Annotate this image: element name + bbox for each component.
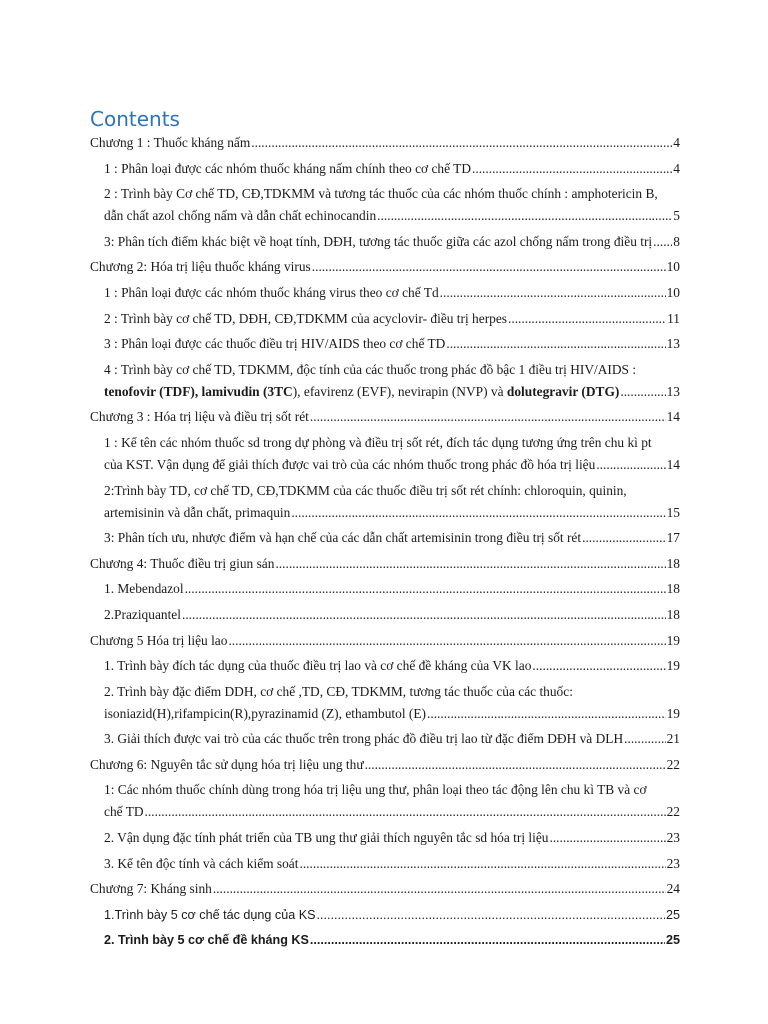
toc-entry-text: Chương 2: Hóa trị liệu thuốc kháng virus: [90, 259, 311, 275]
toc-entry-text: 2:Trình bày TD, cơ chế TD, CĐ,TDKMM của các thuốc điều trị sốt rét chính: chloroquin, quinin,: [104, 482, 627, 498]
dot-leader: [377, 205, 672, 227]
toc-entry-text: dẫn chất azol chống nấm và dẫn chất echinocandin: [104, 208, 377, 224]
dot-leader: [582, 527, 666, 549]
toc-entry-text: 1 : Kể tên các nhóm thuốc sd trong dự phòng và điều trị sốt rét, đích tác dụng tương ứng trên chu kì pt: [104, 434, 652, 450]
table-of-contents: [90, 132, 680, 955]
toc-entry-text: chế TD: [104, 804, 144, 820]
toc-chapter-entry[interactable]: [90, 256, 680, 278]
toc-entry-text: Chương 5 Hóa trị liệu lao: [90, 632, 228, 648]
toc-page-number: 15: [666, 504, 680, 520]
toc-entry-text: 3. Kể tên độc tính và cách kiểm soát: [104, 855, 299, 871]
toc-section-entry[interactable]: [90, 728, 680, 750]
toc-section-entry[interactable]: [90, 779, 680, 823]
toc-section-entry[interactable]: [90, 655, 680, 677]
dot-leader: [228, 630, 665, 652]
toc-page-number: 18: [666, 606, 680, 622]
dot-leader: [549, 827, 665, 849]
toc-entry-text: 3: Phân tích ưu, nhược điểm và hạn chế của các dẫn chất artemisinin trong điều trị sốt rét: [104, 530, 582, 546]
toc-entry-text: 1 : Phân loại được các nhóm thuốc kháng virus theo cơ chế Td: [104, 284, 439, 300]
toc-page-number: 11: [667, 310, 680, 326]
toc-page-number: 23: [666, 830, 680, 846]
toc-entry-text: Chương 6: Nguyên tắc sử dụng hóa trị liệu ung thư: [90, 756, 364, 772]
toc-page-number: 19: [666, 705, 680, 721]
dot-leader: [596, 454, 665, 476]
dot-leader: [317, 904, 665, 926]
toc-entry-text: 1. Mebendazol: [104, 581, 184, 597]
toc-page-number: 24: [666, 881, 680, 897]
toc-section-entry[interactable]: [90, 853, 680, 875]
toc-entry-text: Chương 7: Kháng sinh: [90, 881, 212, 897]
toc-entry-text-segment: dolutegravir (DTG): [506, 383, 620, 399]
dot-leader: [299, 853, 665, 875]
toc-chapter-entry[interactable]: [90, 553, 680, 575]
toc-section-entry[interactable]: [90, 480, 680, 524]
dot-leader: [310, 406, 666, 428]
toc-section-entry[interactable]: [90, 308, 680, 330]
dot-leader: [446, 333, 665, 355]
toc-entry-text: 3: Phân tích điểm khác biệt về hoạt tính, DĐH, tương tác thuốc giữa các azol chống nấm trong điều trị: [104, 233, 653, 249]
toc-entry-text: [104, 381, 619, 403]
toc-chapter-entry[interactable]: [90, 630, 680, 652]
toc-entry-text-segment: ), efavirenz (EVF), nevirapin (NVP) và: [292, 383, 507, 399]
toc-section-entry[interactable]: [90, 359, 680, 403]
toc-page-number: 17: [666, 530, 680, 546]
dot-leader: [251, 132, 672, 154]
dot-leader: [440, 282, 666, 304]
toc-page-number: 14: [666, 456, 680, 472]
toc-section-entry[interactable]: [90, 604, 680, 626]
toc-section-entry[interactable]: [90, 282, 680, 304]
dot-leader: [427, 703, 666, 725]
toc-entry-text: Chương 4: Thuốc điều trị giun sán: [90, 555, 275, 571]
toc-entry-text: 2 : Trình bày Cơ chế TD, CĐ,TDKMM và tương tác thuốc của các nhóm thuốc chính : amphotericin B,: [104, 186, 658, 202]
toc-entry-text: 2 : Trình bày cơ chế TD, DĐH, CĐ,TDKMM của acyclovir- điều trị herpes: [104, 310, 507, 326]
toc-section-entry[interactable]: [90, 827, 680, 849]
dot-leader: [213, 878, 666, 900]
toc-page-number: 25: [665, 907, 680, 922]
toc-page-number: 21: [666, 731, 680, 747]
dot-leader: [532, 655, 665, 677]
toc-page-number: 4: [673, 135, 680, 150]
toc-page-number: 10: [666, 259, 680, 275]
toc-page-number: 5: [673, 208, 680, 224]
toc-section-entry[interactable]: [90, 158, 680, 180]
dot-leader: [365, 754, 666, 776]
toc-entry-text: 1.Trình bày 5 cơ chế tác dụng của KS: [104, 907, 316, 922]
dot-leader: [472, 158, 672, 180]
toc-page-number: 4: [673, 160, 680, 176]
toc-page-number: 19: [666, 632, 680, 648]
toc-entry-text: 2. Trình bày 5 cơ chế đề kháng KS: [104, 933, 309, 948]
toc-entry-text: Chương 1 : Thuốc kháng nấm: [90, 135, 251, 150]
toc-entry-text-segment: tenofovir (TDF), lamivudin (3TC: [104, 383, 293, 399]
toc-heading: Contents: [90, 107, 180, 131]
toc-section-entry[interactable]: [90, 681, 680, 725]
dot-leader: [185, 578, 666, 600]
toc-entry-text: 1: Các nhóm thuốc chính dùng trong hóa trị liệu ung thư, phân loại theo tác động lên chu kì TB và cơ: [104, 782, 647, 798]
toc-page-number: 25: [665, 933, 680, 948]
dot-leader: [291, 502, 665, 524]
toc-entry-text: 2. Vận dụng đặc tính phát triển của TB ung thư giải thích nguyên tắc sd hóa trị liệu: [104, 830, 549, 846]
dot-leader: [312, 256, 666, 278]
dot-leader: [182, 604, 666, 626]
dot-leader: [624, 728, 665, 750]
toc-section-entry[interactable]: [90, 333, 680, 355]
toc-page-number: 13: [666, 336, 680, 352]
toc-page-number: 18: [666, 555, 680, 571]
toc-page-number: 18: [666, 581, 680, 597]
toc-entry-text: isoniazid(H),rifampicin(R),pyrazinamid (Z), ethambutol (E): [104, 705, 427, 721]
toc-chapter-entry[interactable]: [90, 878, 680, 900]
toc-entry-text: 1. Trình bày đích tác dụng của thuốc điều trị lao và cơ chế đề kháng của VK lao: [104, 658, 532, 674]
toc-section-entry[interactable]: [90, 432, 680, 476]
toc-entry-text: của KST. Vận dụng để giải thích được vai trò của các nhóm thuốc trong phác đồ hóa trị liệu: [104, 456, 596, 472]
toc-entry-text: Chương 3 : Hóa trị liệu và điều trị sốt rét: [90, 409, 309, 425]
toc-section-entry[interactable]: [90, 527, 680, 549]
toc-page-number: 22: [666, 756, 680, 772]
toc-page-number: 8: [673, 233, 680, 249]
toc-entry-text: 1 : Phân loại được các nhóm thuốc kháng nấm chính theo cơ chế TD: [104, 160, 471, 176]
toc-page-number: 22: [666, 804, 680, 820]
toc-section-entry[interactable]: [90, 183, 680, 227]
toc-page-number: 10: [666, 284, 680, 300]
dot-leader: [145, 801, 666, 823]
dot-leader: [620, 381, 665, 403]
toc-page-number: 14: [666, 409, 680, 425]
toc-section-entry[interactable]: [90, 578, 680, 600]
toc-entry-text: 4 : Trình bày cơ chế TD, TDKMM, độc tính của các thuốc trong phác đồ bậc 1 điều trị HIV/AIDS :: [104, 361, 637, 377]
toc-entry-text: 2.Praziquantel: [104, 606, 181, 622]
toc-page-number: 19: [666, 658, 680, 674]
toc-section-entry[interactable]: [90, 231, 680, 253]
toc-entry-text: 3. Giải thích được vai trò của các thuốc trên trong phác đồ điều trị lao từ đặc điểm DĐH và DLH: [104, 731, 624, 747]
toc-chapter-entry[interactable]: [90, 754, 680, 776]
dot-leader: [508, 308, 666, 330]
toc-section-entry[interactable]: [90, 904, 680, 926]
dot-leader: [310, 929, 665, 951]
toc-section-entry[interactable]: [90, 929, 680, 951]
toc-chapter-entry[interactable]: [90, 406, 680, 428]
toc-entry-text: 3 : Phân loại được các thuốc điều trị HIV/AIDS theo cơ chế TD: [104, 336, 446, 352]
dot-leader: [653, 231, 672, 253]
toc-entry-text: 2. Trình bày đặc điểm DDH, cơ chế ,TD, CĐ, TDKMM, tương tác thuốc của các thuốc:: [104, 683, 573, 699]
dot-leader: [275, 553, 665, 575]
toc-chapter-entry[interactable]: [90, 132, 680, 154]
toc-entry-text: artemisinin và dẫn chất, primaquin: [104, 504, 291, 520]
toc-page-number: 23: [666, 855, 680, 871]
toc-page-number: 13: [666, 383, 680, 399]
